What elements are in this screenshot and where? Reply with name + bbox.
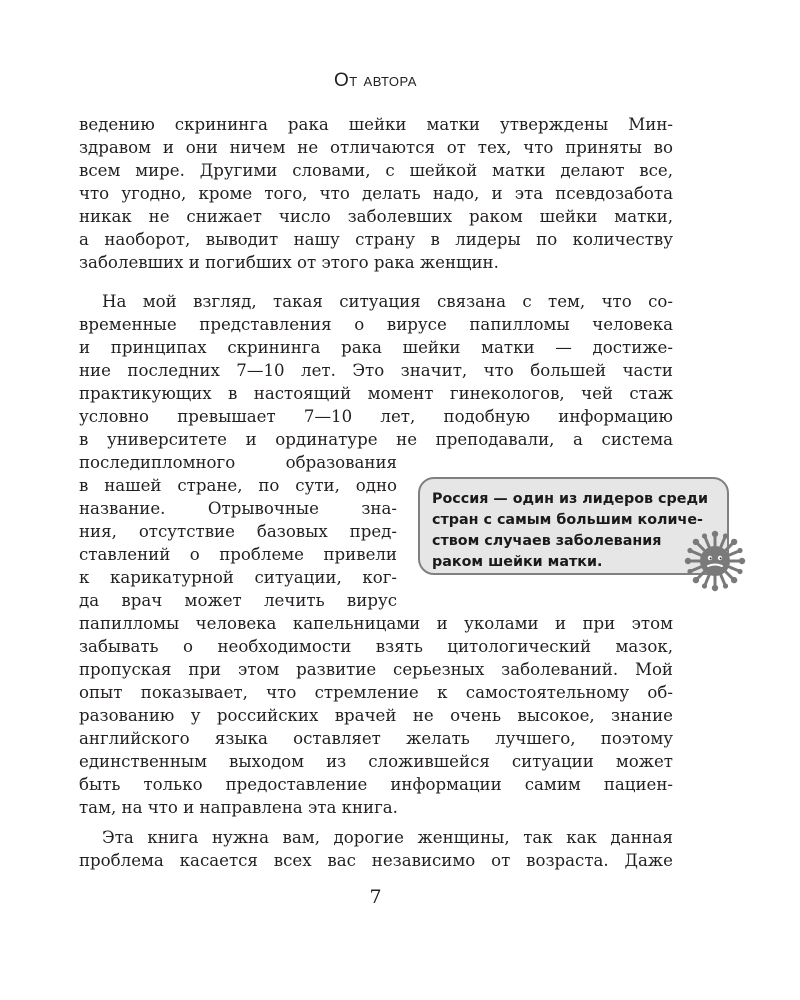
- text-line: название. Отрывочные зна-: [79, 499, 397, 518]
- text-line: и принципах скрининга рака шейки матки — достиже-: [79, 338, 673, 357]
- text-line: ние последних 7—10 лет. Это значит, что большей части: [79, 361, 673, 380]
- text-line: заболевших и погибших от этого рака женщин.: [79, 253, 499, 272]
- callout-line: ством случаев заболевания: [432, 533, 662, 549]
- callout-line: стран с самым большим количе-: [432, 512, 703, 528]
- paragraph-1: [79, 113, 673, 274]
- text-line: английского языка оставляет желать лучшего, поэтому: [79, 729, 673, 748]
- text-line: Эта книга нужна вам, дорогие женщины, так как данная: [102, 828, 673, 847]
- text-line: в нашей стране, по сути, одно: [79, 476, 397, 495]
- callout-line: раком шейки матки.: [432, 554, 603, 570]
- virus-icon: [684, 530, 746, 592]
- text-line: быть только предоставление информации самим пациен-: [79, 775, 673, 794]
- running-head: От автора: [334, 70, 417, 91]
- text-line: проблема касается всех вас независимо от возраста. Даже: [79, 851, 673, 870]
- text-line: а наоборот, выводит нашу страну в лидеры по количеству: [79, 230, 673, 249]
- text-line: всем мире. Другими словами, с шейкой матки делают все,: [79, 161, 673, 180]
- text-line: практикующих в настоящий момент гинекологов, чей стаж: [79, 384, 673, 403]
- text-line: пропуская при этом развитие серьезных заболеваний. Мой: [79, 660, 673, 679]
- callout-box: [418, 477, 729, 575]
- text-line: забывать о необходимости взять цитологический мазок,: [79, 637, 673, 656]
- text-line: условно превышает 7—10 лет, подобную информацию: [79, 407, 673, 426]
- text-line: никак не снижает число заболевших раком шейки матки,: [79, 207, 673, 226]
- text-line: ставлений о проблеме привели: [79, 545, 397, 564]
- text-line: ведению скрининга рака шейки матки утверждены Мин-: [79, 115, 673, 134]
- text-line: папилломы человека капельницами и уколами и при этом: [79, 614, 673, 633]
- text-line: там, на что и направлена эта книга.: [79, 798, 398, 817]
- callout-line: Россия — один из лидеров среди: [432, 491, 709, 507]
- text-line: да врач может лечить вирус: [79, 591, 397, 610]
- text-line: ния, отсутствие базовых пред-: [79, 522, 397, 541]
- text-line: единственным выходом из сложившейся ситуации может: [79, 752, 673, 771]
- text-line: в университете и ординатуре не преподавали, а система: [79, 430, 673, 449]
- text-line: На мой взгляд, такая ситуация связана с тем, что со-: [102, 292, 673, 311]
- text-line: здравом и они ничем не отличаются от тех, что приняты во: [79, 138, 673, 157]
- text-line: к карикатурной ситуации, ког-: [79, 568, 397, 587]
- page-number: 7: [369, 886, 382, 908]
- paragraph-3: [79, 826, 673, 872]
- text-line: разованию у российских врачей не очень высокое, знание: [79, 706, 673, 725]
- text-line: временные представления о вирусе папилломы человека: [79, 315, 673, 334]
- text-line: опыт показывает, что стремление к самостоятельному об-: [79, 683, 673, 702]
- text-line: последипломного образования: [79, 453, 397, 472]
- text-line: что угодно, кроме того, что делать надо, и эта псевдозабота: [79, 184, 673, 203]
